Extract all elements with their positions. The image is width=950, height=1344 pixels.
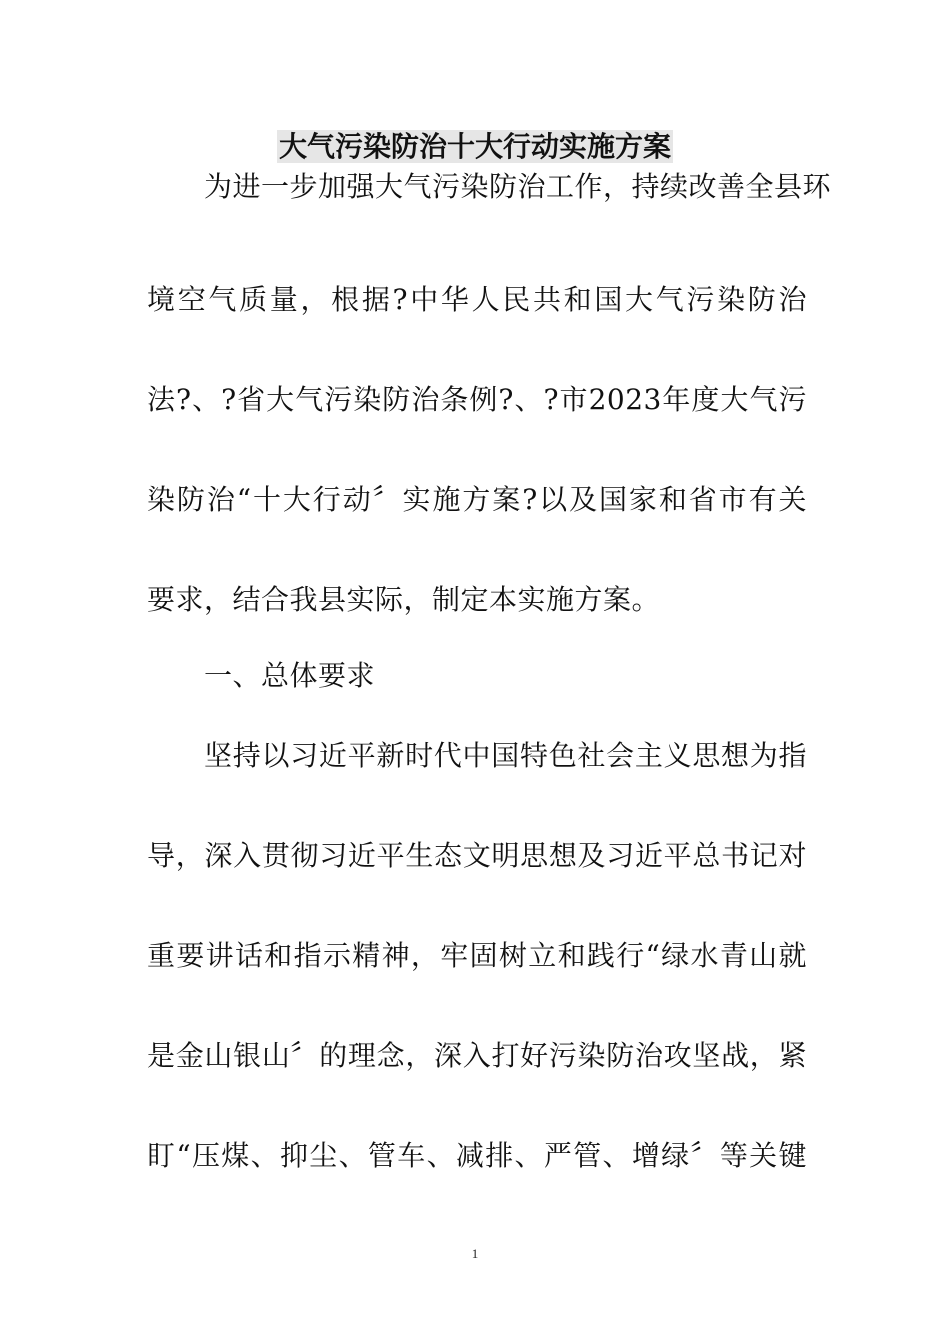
paragraph-line: 法?、?省大气污染防治条例?、?市2023年度大气污	[147, 383, 807, 416]
paragraph-line: 是金山银山〞的理念，深入打好污染防治攻坚战，紧	[147, 1039, 807, 1072]
paragraph-line: 为进一步加强大气污染防治工作，持续改善全县环	[204, 170, 832, 203]
paragraph-line: 重要讲话和指示精神，牢固树立和践行“绿水青山就	[147, 939, 807, 972]
page-number: 1	[471, 1246, 479, 1261]
section-heading: 一、总体要求	[204, 659, 376, 692]
paragraph-line: 盯“压煤、抑尘、管车、减排、严管、增绿〞等关键	[147, 1139, 807, 1172]
paragraph-line: 导，深入贯彻习近平生态文明思想及习近平总书记对	[147, 839, 807, 872]
paragraph-line: 境空气质量，根据?中华人民共和国大气污染防治	[147, 283, 807, 316]
paragraph-line: 要求，结合我县实际，制定本实施方案。	[147, 583, 661, 616]
paragraph-line: 染防治“十大行动〞实施方案?以及国家和省市有关	[147, 483, 807, 516]
document-title-text: 大气污染防治十大行动实施方案	[278, 130, 671, 163]
paragraph-line: 坚持以习近平新时代中国特色社会主义思想为指	[204, 739, 807, 772]
document-title	[0, 127, 950, 167]
